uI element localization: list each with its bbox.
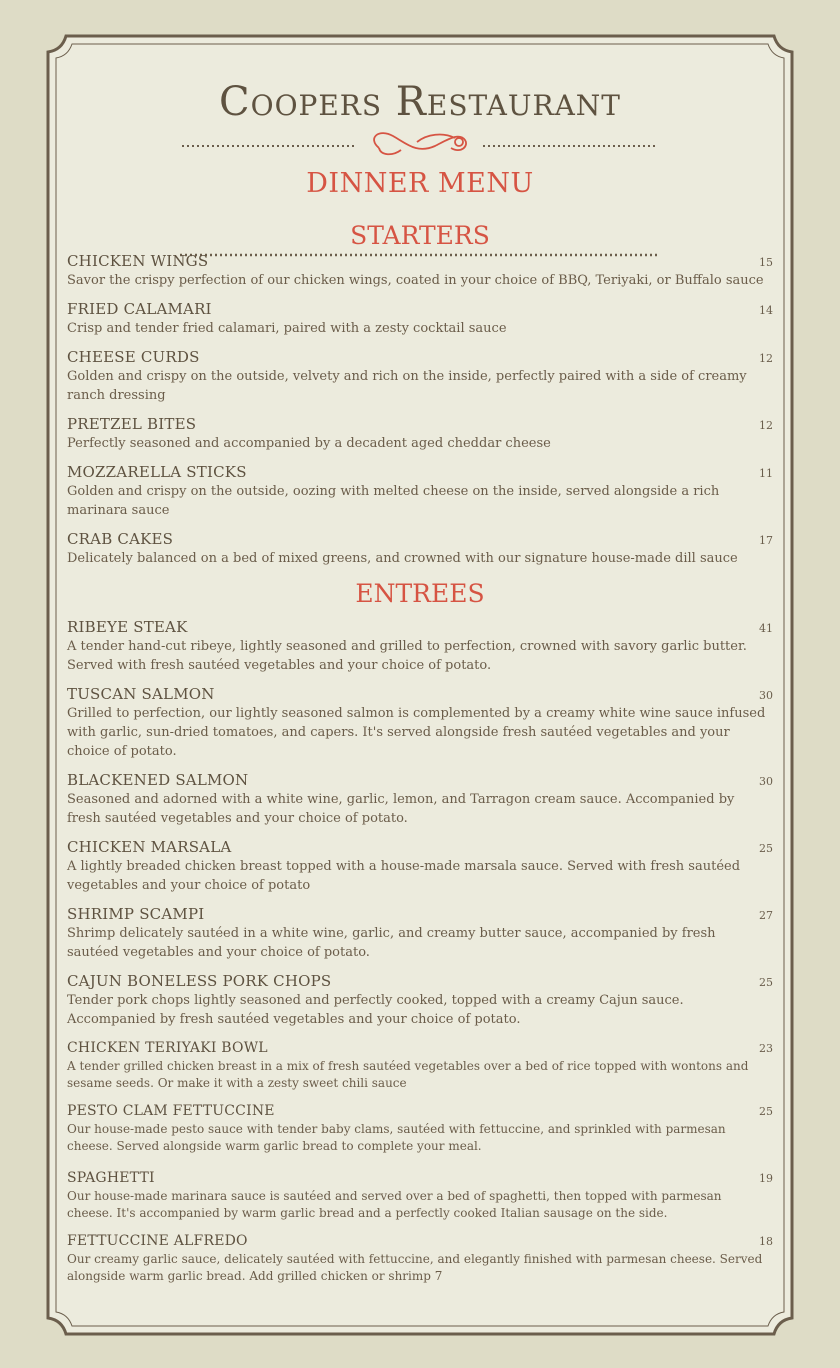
item-name: RIBEYE STEAK [67, 618, 188, 636]
menu-item [67, 1039, 773, 1092]
item-description: Seasoned and adorned with a white wine, garlic, lemon, and Tarragon cream sauce. Accompanied by fresh sautéed vegetables and your choice of potato. [67, 792, 735, 826]
item-name: CHICKEN WINGS [67, 252, 209, 270]
menu-item [67, 415, 773, 453]
item-price: 25 [759, 1105, 773, 1118]
menu-item [67, 530, 773, 568]
item-description: Our house-made marinara sauce is sautéed and served over a bed of spaghetti, then topped with parmesan cheese. It's accompanied by warm garlic bread and a perfectly cooked Italian sausage on the side. [67, 1189, 722, 1220]
item-price: 12 [759, 352, 773, 365]
item-description: Savor the crispy perfection of our chicken wings, coated in your choice of BBQ, Teriyaki, or Buffalo sauce [67, 273, 764, 288]
menu-item [67, 771, 773, 828]
item-name: CRAB CAKES [67, 530, 174, 548]
title-divider [67, 126, 773, 162]
menu-item [67, 905, 773, 962]
item-name: TUSCAN SALMON [67, 685, 215, 703]
item-name: PRETZEL BITES [67, 415, 197, 433]
item-price: 11 [759, 467, 773, 480]
menu-item [67, 972, 773, 1029]
item-description: Perfectly seasoned and accompanied by a decadent aged cheddar cheese [67, 436, 551, 451]
menu-item [67, 685, 773, 761]
item-price: 14 [759, 304, 773, 317]
starters-list [67, 252, 773, 568]
menu-item [67, 838, 773, 895]
item-name: SHRIMP SCAMPI [67, 905, 205, 923]
menu-item [67, 348, 773, 405]
item-description: Our creamy garlic sauce, delicately sautéed with fettuccine, and elegantly finished with parmesan cheese. Served alongside warm garlic bread. Add grilled chicken or shrimp 7 [67, 1252, 763, 1283]
item-name: SPAGHETTI [67, 1170, 155, 1186]
item-name: CHICKEN TERIYAKI BOWL [67, 1040, 268, 1056]
item-description: Tender pork chops lightly seasoned and perfectly cooked, topped with a creamy Cajun sauce. Accompanied by fresh sautéed vegetables and your choice of potato. [67, 993, 684, 1027]
menu-content [67, 78, 773, 1295]
menu-item [67, 1102, 773, 1155]
item-name: FETTUCCINE ALFREDO [67, 1233, 248, 1249]
item-price: 18 [759, 1235, 773, 1248]
menu-item [67, 300, 773, 338]
item-price: 19 [759, 1172, 773, 1185]
item-name: CHICKEN MARSALA [67, 838, 232, 856]
menu-item [67, 1169, 773, 1222]
item-name: MOZZARELLA STICKS [67, 463, 247, 481]
section-title-starters: STARTERS [350, 221, 490, 250]
item-price: 25 [759, 842, 773, 855]
item-price: 12 [759, 419, 773, 432]
menu-item [67, 463, 773, 520]
menu-title: DINNER MENU [306, 168, 534, 199]
entrees-list [67, 618, 773, 1285]
item-description: Crisp and tender fried calamari, paired with a zesty cocktail sauce [67, 321, 507, 336]
item-description: Grilled to perfection, our lightly seasoned salmon is complemented by a creamy white wine sauce infused with garlic, sun-dried tomatoes, and capers. It's served alongside fresh sautéed vegetables and your choice of potato. [67, 706, 766, 759]
item-price: 30 [759, 689, 773, 702]
item-price: 41 [759, 622, 773, 635]
item-description: Our house-made pesto sauce with tender baby clams, sautéed with fettuccine, and sprinkled with parmesan cheese. Served alongside warm garlic bread to complete your meal. [67, 1122, 726, 1153]
item-description: A tender hand-cut ribeye, lightly seasoned and grilled to perfection, crowned with savory garlic butter. Served with fresh sautéed vegetables and your choice of potato. [67, 639, 747, 673]
item-name: FRIED CALAMARI [67, 300, 212, 318]
item-price: 23 [759, 1042, 773, 1055]
item-description: Golden and crispy on the outside, oozing with melted cheese on the inside, served alongside a rich marinara sauce [67, 484, 720, 518]
section-title-entrees: ENTREES [355, 579, 485, 608]
item-price: 30 [759, 775, 773, 788]
item-name: CAJUN BONELESS PORK CHOPS [67, 972, 332, 990]
item-description: Shrimp delicately sautéed in a white wine, garlic, and creamy butter sauce, accompanied by fresh sautéed vegetables and your choice of potato. [67, 926, 716, 960]
item-name: PESTO CLAM FETTUCCINE [67, 1103, 275, 1119]
item-description: A tender grilled chicken breast in a mix of fresh sautéed vegetables over a bed of rice topped with wontons and sesame seeds. Or make it with a zesty sweet chili sauce [67, 1059, 749, 1090]
item-name: BLACKENED SALMON [67, 771, 249, 789]
menu-item [67, 252, 773, 290]
item-description: A lightly breaded chicken breast topped with a house-made marsala sauce. Served with fresh sautéed vegetables and your choice of potato [67, 859, 741, 893]
menu-item [67, 1232, 773, 1285]
item-name: CHEESE CURDS [67, 348, 200, 366]
item-description: Delicately balanced on a bed of mixed greens, and crowned with our signature house-made dill sauce [67, 551, 738, 566]
item-price: 25 [759, 976, 773, 989]
restaurant-name: Coopers Restaurant [219, 79, 621, 125]
item-price: 27 [759, 909, 773, 922]
item-price: 15 [759, 256, 773, 269]
menu-item [67, 618, 773, 675]
flourish-icon [374, 133, 466, 154]
item-description: Golden and crispy on the outside, velvety and rich on the inside, perfectly paired with a side of creamy ranch dressing [67, 369, 747, 403]
item-price: 17 [759, 534, 773, 547]
